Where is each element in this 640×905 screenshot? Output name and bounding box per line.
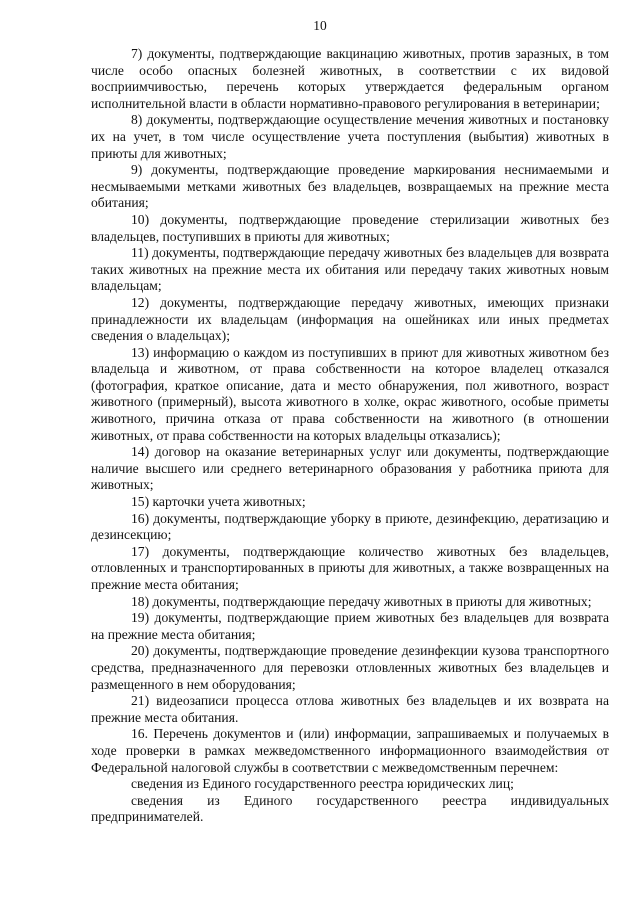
page-number: 10 — [313, 18, 327, 33]
paragraph-item-21: 21) видеозаписи процесса отлова животных без владельцев и их возврата на прежние места обитания. — [91, 693, 609, 725]
list-item-entrepreneurs: сведения из Единого государственного реестра индивидуальных предпринимателей. — [91, 792, 609, 825]
paragraph-item-19: 19) документы, подтверждающие прием животных без владельцев для возврата на прежние места обитания; — [91, 610, 609, 642]
list-item-legal-entities: сведения из Единого государственного реестра юридических лиц; — [131, 776, 514, 792]
paragraph-item-15: 15) карточки учета животных; — [131, 494, 306, 510]
paragraph-item-16: 16) документы, подтверждающие уборку в приюте, дезинфекцию, дератизацию и дезинсекцию; — [91, 510, 609, 543]
paragraph-item-9: 9) документы, подтверждающие проведение маркирования неснимаемыми и несмываемыми метками животных без владельцев, возвращаемых на прежние места обитания; — [91, 162, 609, 211]
paragraph-item-13: 13) информацию о каждом из поступивших в приют для животных животном без владельца и животном, от права собственности на которое владелец отказался (фотография, краткое описание, дата и место обнаружения, пол животного, возраст животного (примерный), высота животного в холке, окрас животного, особые приметы животного, причина отказа от права собственности на животного (в отношении животных, от права собственности на которых владельцы отказались); — [91, 344, 609, 443]
paragraph-item-20: 20) документы, подтверждающие проведение дезинфекции кузова транспортного средства, предназначенного для перевозки отловленных животных без владельцев и размещенного в нем оборудования; — [91, 643, 609, 692]
section-16-paragraph: 16. Перечень документов и (или) информации, запрашиваемых и получаемых в ходе проверки в рамках межведомственного информационного взаимодействия от Федеральной налоговой службы в соответствии с межведомственным перечнем: — [91, 726, 609, 775]
document-body — [91, 46, 609, 826]
paragraph-item-10: 10) документы, подтверждающие проведение стерилизации животных без владельцев, поступивших в приюты для животных; — [91, 211, 609, 244]
paragraph-item-11: 11) документы, подтверждающие передачу животных без владельцев для возврата таких животных на прежние места их обитания или передачу таких животных новым владельцам; — [91, 245, 609, 294]
paragraph-item-12: 12) документы, подтверждающие передачу животных, имеющих признаки принадлежности их владельцам (информация на ошейниках или иных предметах сведения о владельцах); — [91, 294, 609, 344]
paragraph-item-8: 8) документы, подтверждающие осуществление мечения животных и постановку их на учет, в том числе осуществление учета поступления (выбытия) животных в приюты для животных; — [91, 112, 609, 161]
paragraph-item-14: 14) договор на оказание ветеринарных услуг или документы, подтверждающие наличие высшего или среднего ветеринарного образования у работника приюта для животных; — [91, 444, 609, 493]
paragraph-item-7: 7) документы, подтверждающие вакцинацию животных, против заразных, в том числе особо опасных болезней животных, в соответствии с их видовой восприимчивостью, перечень которых утверждается федеральным органом исполнительной власти в области нормативно-правового регулирования в ветеринарии; — [91, 46, 609, 111]
paragraph-item-17: 17) документы, подтверждающие количество животных без владельцев, отловленных и транспортированных в приюты для животных, а также возвращенных на прежние места обитания; — [91, 543, 609, 592]
paragraph-item-18: 18) документы, подтверждающие передачу животных в приюты для животных; — [131, 593, 592, 609]
